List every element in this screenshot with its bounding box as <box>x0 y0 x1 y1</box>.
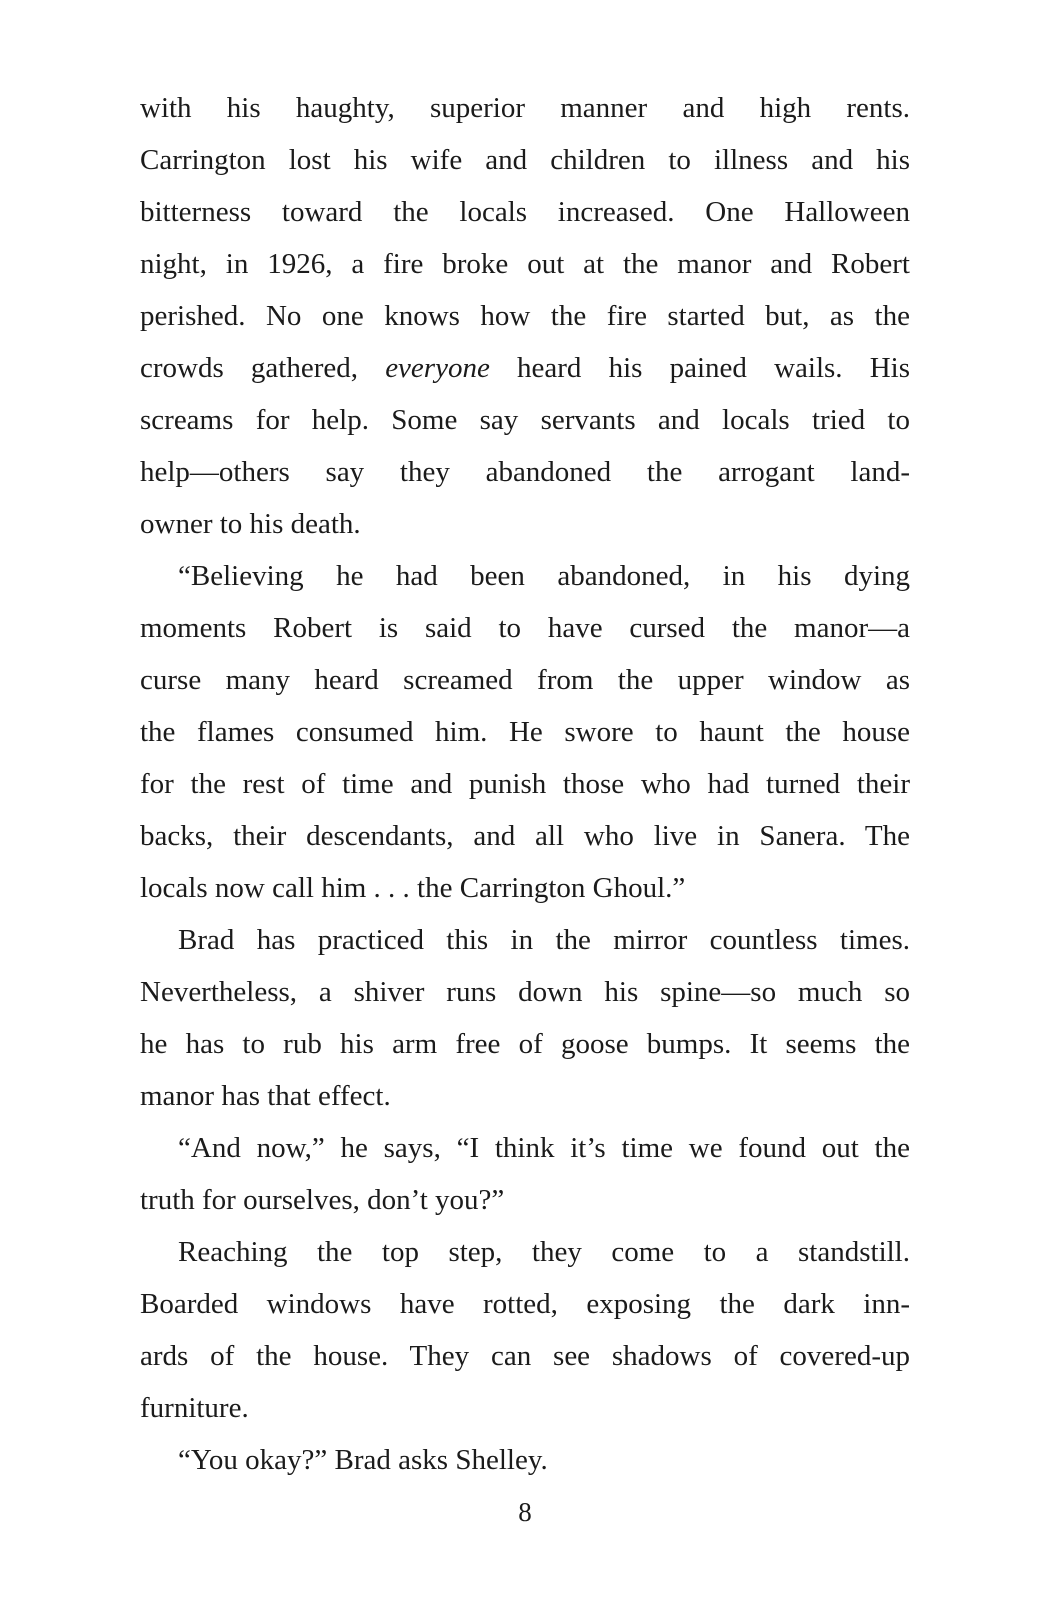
text-line: truth for ourselves, don’t you?” <box>140 1184 505 1216</box>
text-line: furniture. <box>140 1392 249 1424</box>
text-line: Reaching the top step, they come to a standstill. <box>178 1236 910 1268</box>
text-line: moments Robert is said to have cursed the manor—a <box>140 612 910 644</box>
text-line: manor has that effect. <box>140 1080 391 1112</box>
text-line: screams for help. Some say servants and locals tried to <box>140 404 910 436</box>
page-number: 8 <box>518 1497 532 1527</box>
text-line: locals now call him . . . the Carrington Ghoul.” <box>140 872 686 904</box>
text-line: the flames consumed him. He swore to haunt the house <box>140 716 910 748</box>
text-line <box>140 342 910 394</box>
text-line: bitterness toward the locals increased. One Halloween <box>140 196 910 228</box>
text-line: curse many heard screamed from the upper window as <box>140 664 910 696</box>
text-line: night, in 1926, a fire broke out at the manor and Robert <box>140 248 910 280</box>
text-segment: heard his pained wails. His <box>489 352 910 384</box>
text-line: perished. No one knows how the fire started but, as the <box>140 300 910 332</box>
text-segment: crowds gathered, <box>140 352 386 384</box>
text-line: ards of the house. They can see shadows of covered-up <box>140 1340 910 1372</box>
text-line: with his haughty, superior manner and high rents. <box>140 92 910 124</box>
text-line: Nevertheless, a shiver runs down his spine—so much so <box>140 976 910 1008</box>
text-line: “You okay?” Brad asks Shelley. <box>178 1444 548 1476</box>
text-line: backs, their descendants, and all who live in Sanera. The <box>140 820 910 852</box>
text-line: owner to his death. <box>140 508 361 540</box>
text-line: Boarded windows have rotted, exposing the dark inn- <box>140 1288 910 1320</box>
text-line: for the rest of time and punish those who had turned their <box>140 768 910 800</box>
text-line: he has to rub his arm free of goose bumps. It seems the <box>140 1028 910 1060</box>
text-line: help—others say they abandoned the arrogant land- <box>140 456 910 488</box>
text-line: Carrington lost his wife and children to illness and his <box>140 144 910 176</box>
emphasized-word: everyone <box>385 352 490 384</box>
text-line: Brad has practiced this in the mirror countless times. <box>178 924 910 956</box>
body-text <box>140 82 910 1486</box>
text-line: “And now,” he says, “I think it’s time we found out the <box>178 1132 910 1164</box>
text-line: “Believing he had been abandoned, in his dying <box>178 560 910 592</box>
